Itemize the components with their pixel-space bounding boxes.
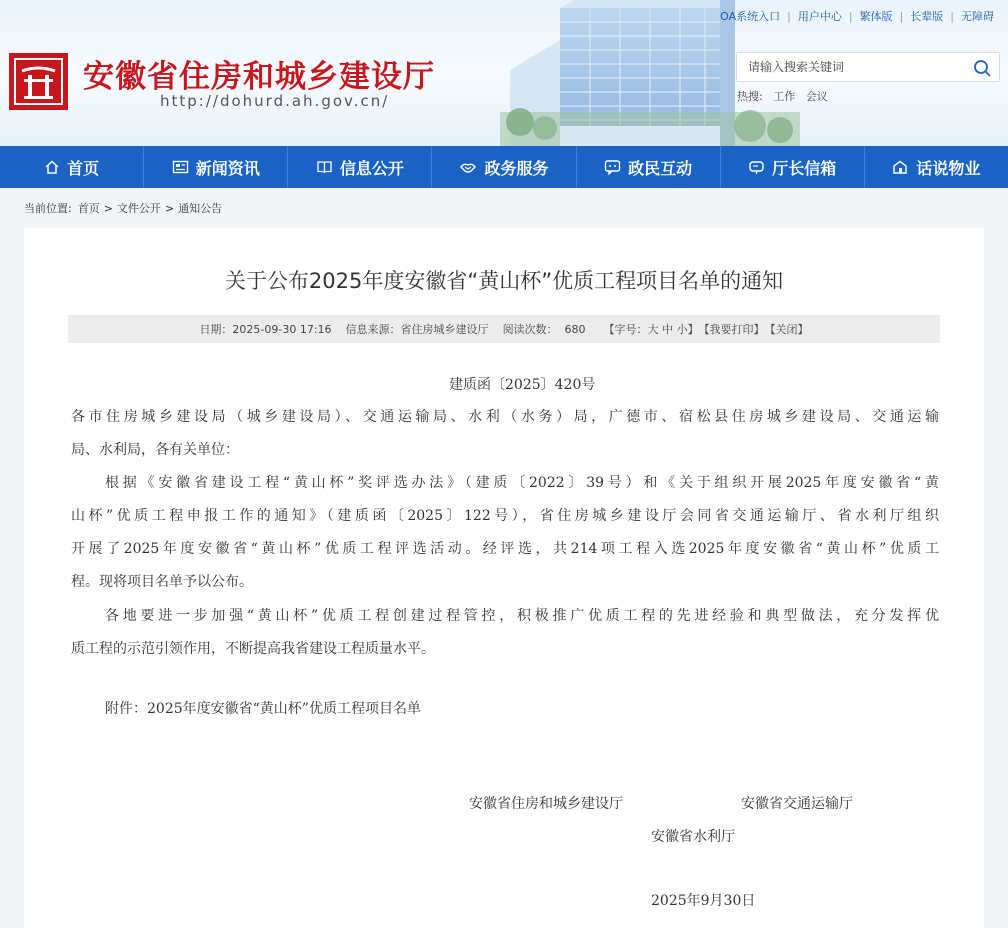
font-size-close-bracket: 】 [687, 323, 699, 336]
read-count: 阅读次数： 680 [502, 323, 586, 336]
paragraph-line: 各地要进一步加强“黄山杯”优质工程创建过程管控，积极推广优质工程的先进经验和典型做法，充分发挥优 [105, 608, 939, 624]
font-size-medium[interactable]: 中 [662, 323, 674, 336]
close-button[interactable]: 【关闭】 [764, 323, 809, 336]
breadcrumb-separator: > [103, 201, 113, 215]
hot-search-label: 热搜: [737, 90, 763, 103]
top-link-accessibility[interactable]: 无障碍 [961, 10, 994, 23]
nav-interaction[interactable] [577, 146, 721, 188]
print-button[interactable]: 【我要打印】 [698, 323, 765, 336]
attachment-link[interactable]: 附件：2025年度安徽省“黄山杯”优质工程项目名单 [105, 701, 421, 717]
paragraph-line: 质工程的示范引领作用，不断提高我省建设工程质量水平。 [71, 641, 435, 657]
property-icon [892, 159, 909, 175]
publish-date: 日期：2025-09-30 17:16 [199, 323, 332, 336]
recipients-line: 各市住房城乡建设局（城乡建设局）、交通运输局、水利（水务）局，广德市、宿松县住房城乡建设局、交通运输 [71, 409, 939, 425]
top-link-elder[interactable]: 长辈版 [910, 10, 944, 23]
site-header [0, 0, 1008, 146]
site-url: http://dohurd.ah.gov.cn/ [160, 92, 390, 110]
top-link-traditional[interactable]: 繁体版 [859, 10, 893, 23]
top-links [720, 8, 994, 24]
article-info-bar [68, 315, 940, 343]
top-link-user-center[interactable]: 用户中心 [797, 10, 842, 23]
home-icon [44, 159, 60, 175]
font-size-small[interactable]: 小 [676, 323, 688, 336]
breadcrumb-file-public[interactable]: 文件公开 [116, 202, 161, 215]
top-link-oa[interactable]: OA系统入口 [720, 10, 781, 23]
breadcrumb-separator: > [164, 201, 175, 215]
paragraph-line: 程。现将项目名单予以公布。 [71, 574, 253, 590]
mailbox-icon [748, 159, 765, 175]
nav-label: 新闻资讯 [195, 158, 260, 178]
font-size-label: 【字号： [603, 323, 648, 336]
breadcrumb-notices[interactable]: 通知公告 [178, 202, 223, 215]
nav-home[interactable] [0, 146, 144, 188]
nav-director-mailbox[interactable] [721, 146, 865, 188]
paragraph-line: 根据《安徽省建设工程“黄山杯”奖评选办法》（建质〔2022〕39号）和《关于组织开展2025年度安徽省“黄 [105, 475, 939, 491]
breadcrumb [0, 188, 1008, 228]
breadcrumb-home[interactable]: 首页 [77, 202, 100, 215]
search-box [736, 52, 1000, 82]
search-input[interactable] [737, 53, 965, 81]
emblem-icon [9, 53, 68, 110]
main-nav [0, 146, 1008, 188]
nav-label: 话说物业 [916, 158, 981, 178]
divider: | [950, 9, 954, 23]
font-size-large[interactable]: 大 [647, 323, 659, 336]
sign-date: 2025年9月30日 [651, 893, 756, 909]
paragraph-line: 开展了2025年度安徽省“黄山杯”优质工程评选活动。经评选，共214项工程入选2025年度安徽省“黄山杯”优质工 [71, 541, 939, 557]
divider: | [848, 9, 853, 23]
site-title: 安徽省住房和城乡建设厅 [83, 59, 435, 95]
news-icon [172, 159, 189, 175]
hot-word[interactable]: 会议 [805, 90, 828, 103]
nav-gov-services[interactable] [432, 146, 576, 188]
divider: | [899, 9, 904, 23]
nav-label: 首页 [67, 158, 100, 178]
info-source: 信息来源：省住房城乡建设厅 [345, 323, 489, 336]
hot-word[interactable]: 工作 [773, 90, 796, 103]
nav-label: 信息公开 [339, 158, 404, 178]
signer: 安徽省交通运输厅 [741, 796, 853, 812]
recipients-line: 局、水利局，各有关单位： [71, 442, 239, 458]
signer: 安徽省水利厅 [651, 829, 735, 845]
site-logo[interactable] [9, 53, 68, 110]
nav-property[interactable] [865, 146, 1008, 188]
divider: | [787, 9, 791, 23]
breadcrumb-label: 当前位置: [24, 202, 72, 215]
nav-label: 政务服务 [484, 158, 549, 178]
nav-label: 政民互动 [628, 158, 693, 178]
signer: 安徽省住房和城乡建设厅 [469, 796, 623, 812]
paragraph-line: 山杯”优质工程申报工作的通知》（建质函〔2025〕122号），省住房城乡建设厅会同省交通运输厅、省水利厅组织 [71, 508, 939, 524]
article-container [24, 228, 984, 928]
hot-search [737, 88, 835, 104]
nav-info-disclosure[interactable] [288, 146, 432, 188]
nav-label: 厅长信箱 [772, 158, 837, 178]
doc-number: 建质函〔2025〕420号 [449, 377, 596, 393]
book-icon [316, 159, 333, 175]
service-icon [459, 159, 477, 175]
article-title: 关于公布2025年度安徽省“黄山杯”优质工程项目名单的通知 [224, 269, 784, 293]
search-icon[interactable] [971, 57, 993, 79]
chat-icon [604, 159, 621, 175]
nav-news[interactable] [144, 146, 288, 188]
